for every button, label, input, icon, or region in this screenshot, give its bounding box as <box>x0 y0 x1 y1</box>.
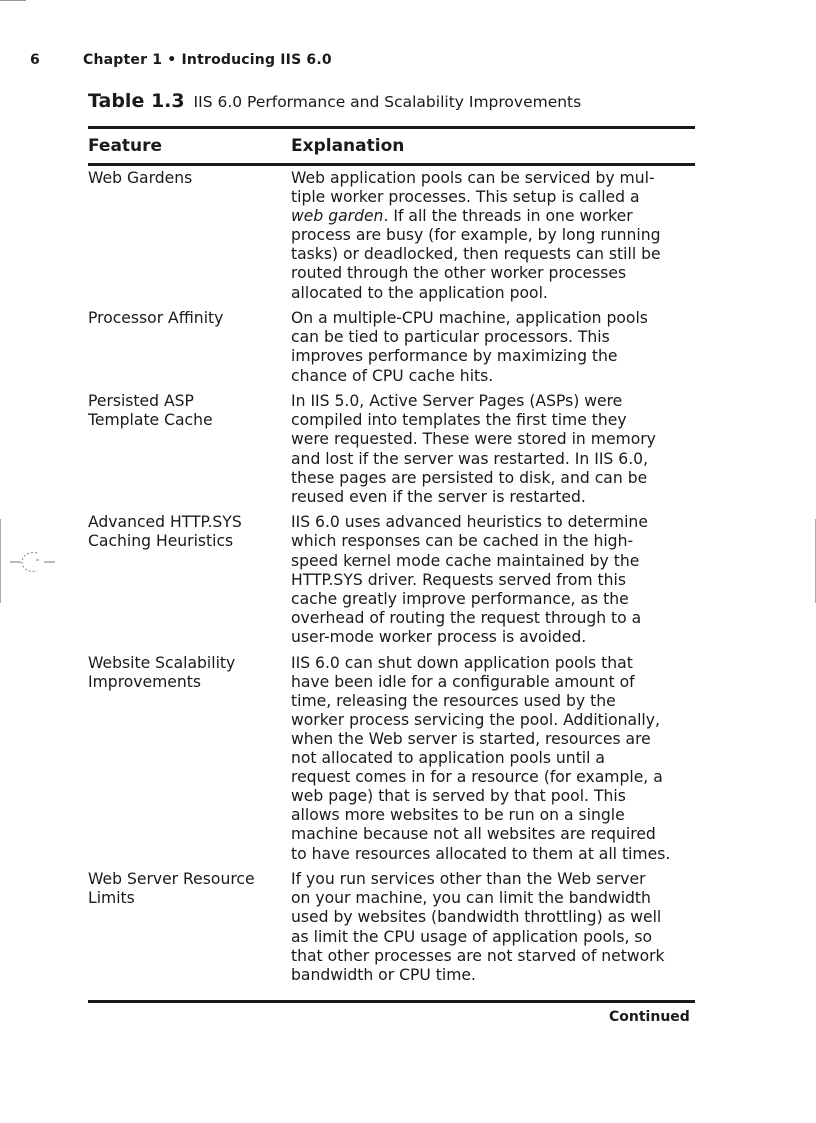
feature-line: Processor Affinity <box>88 309 224 328</box>
explanation-line: time, releasing the resources used by the <box>291 691 616 710</box>
table-top-rule <box>88 126 695 129</box>
explanation-line: have been idle for a configurable amount of <box>291 672 635 691</box>
explanation-line: were requested. These were stored in memory <box>291 430 656 449</box>
explanation-line: IIS 6.0 uses advanced heuristics to determine <box>291 513 648 532</box>
table-row <box>0 513 816 647</box>
feature-line: Improvements <box>88 672 202 691</box>
running-head <box>30 52 332 68</box>
explanation-line: If you run services other than the Web server <box>291 870 646 889</box>
feature-cell <box>88 309 283 328</box>
explanation-line: bandwidth or CPU time. <box>291 965 476 984</box>
feature-line: Web Server Resource <box>88 870 255 889</box>
explanation-line: process are busy (for example, by long running <box>291 226 661 245</box>
feature-line: Website Scalability <box>88 653 236 672</box>
explanation-line: On a multiple-CPU machine, application pools <box>291 309 648 328</box>
explanation-cell <box>291 654 703 864</box>
explanation-line: not allocated to application pools until a <box>291 749 605 768</box>
chapter-title: Chapter 1 • Introducing IIS 6.0 <box>83 52 332 68</box>
table-row <box>0 309 816 385</box>
explanation-line: IIS 6.0 can shut down application pools that <box>291 653 633 672</box>
continued-label: Continued <box>609 1009 690 1025</box>
explanation-cell <box>291 169 703 303</box>
table-label: Table 1.3 <box>88 90 185 112</box>
feature-cell <box>88 654 283 692</box>
explanation-cell <box>291 392 703 507</box>
corner-crop-mark <box>0 0 26 1</box>
explanation-line: routed through the other worker processes <box>291 264 627 283</box>
feature-cell <box>88 870 283 908</box>
emphasized-term: web garden <box>291 207 384 226</box>
explanation-line: on your machine, you can limit the bandwidth <box>291 889 651 908</box>
explanation-line: allows more websites to be run on a single <box>291 806 625 825</box>
explanation-line: which responses can be cached in the high- <box>291 532 634 551</box>
feature-line: Advanced HTTP.SYS <box>88 513 242 532</box>
explanation-line: these pages are persisted to disk, and can be <box>291 468 648 487</box>
explanation-line: allocated to the application pool. <box>291 283 548 302</box>
explanation-line: machine because not all websites are required <box>291 825 656 844</box>
explanation-line: speed kernel mode cache maintained by the <box>291 551 640 570</box>
explanation-line: improves performance by maximizing the <box>291 347 618 366</box>
explanation-line: reused even if the server is restarted. <box>291 487 586 506</box>
explanation-line: when the Web server is started, resources are <box>291 730 651 748</box>
explanation-line: that other processes are not starved of network <box>291 946 665 965</box>
feature-line: Limits <box>88 889 135 908</box>
feature-cell <box>88 513 283 551</box>
feature-line: Caching Heuristics <box>88 532 234 551</box>
table-row <box>0 169 816 303</box>
column-header-explanation: Explanation <box>291 136 405 156</box>
table-row <box>0 654 816 864</box>
explanation-line: tiple worker processes. This setup is called a <box>291 188 640 207</box>
explanation-cell <box>291 870 703 985</box>
explanation-line: Web application pools can be serviced by mul- <box>291 169 655 187</box>
explanation-line: to have resources allocated to them at all times. <box>291 844 671 863</box>
page-number: 6 <box>30 52 40 68</box>
column-header-feature: Feature <box>88 136 163 156</box>
explanation-line: overhead of routing the request through to a <box>291 608 642 627</box>
explanation-line: web page) that is served by that pool. This <box>291 787 626 806</box>
feature-line: Web Gardens <box>88 169 193 187</box>
explanation-line: tasks) or deadlocked, then requests can still be <box>291 245 661 264</box>
explanation-line: can be tied to particular processors. This <box>291 328 610 347</box>
explanation-line: user-mode worker process is avoided. <box>291 627 587 646</box>
explanation-line: chance of CPU cache hits. <box>291 366 494 385</box>
explanation-line: used by websites (bandwidth throttling) as well <box>291 908 662 927</box>
explanation-line: worker process servicing the pool. Additionally, <box>291 710 660 729</box>
explanation-cell <box>291 513 703 647</box>
table-body <box>0 169 816 991</box>
table-row <box>0 870 816 985</box>
feature-cell <box>88 392 283 430</box>
feature-line: Template Cache <box>88 411 213 430</box>
table-header-rule <box>88 163 695 166</box>
explanation-text: . If all the threads in one worker <box>383 207 633 226</box>
explanation-line: cache greatly improve performance, as the <box>291 589 629 608</box>
explanation-line: and lost if the server was restarted. In IIS 6.0, <box>291 449 649 468</box>
feature-line: Persisted ASP <box>88 392 194 411</box>
table-title: IIS 6.0 Performance and Scalability Improvements <box>193 93 582 111</box>
explanation-line: request comes in for a resource (for example, a <box>291 768 663 787</box>
explanation-line: compiled into templates the first time they <box>291 411 627 430</box>
explanation-line: as limit the CPU usage of application pools, so <box>291 927 653 946</box>
table-row <box>0 392 816 507</box>
table-caption <box>88 90 581 112</box>
explanation-line <box>291 207 703 226</box>
feature-cell <box>88 169 283 188</box>
table-bottom-rule <box>88 1000 695 1003</box>
explanation-line: HTTP.SYS driver. Requests served from this <box>291 570 626 589</box>
explanation-cell <box>291 309 703 385</box>
explanation-line: In IIS 5.0, Active Server Pages (ASPs) were <box>291 392 623 411</box>
